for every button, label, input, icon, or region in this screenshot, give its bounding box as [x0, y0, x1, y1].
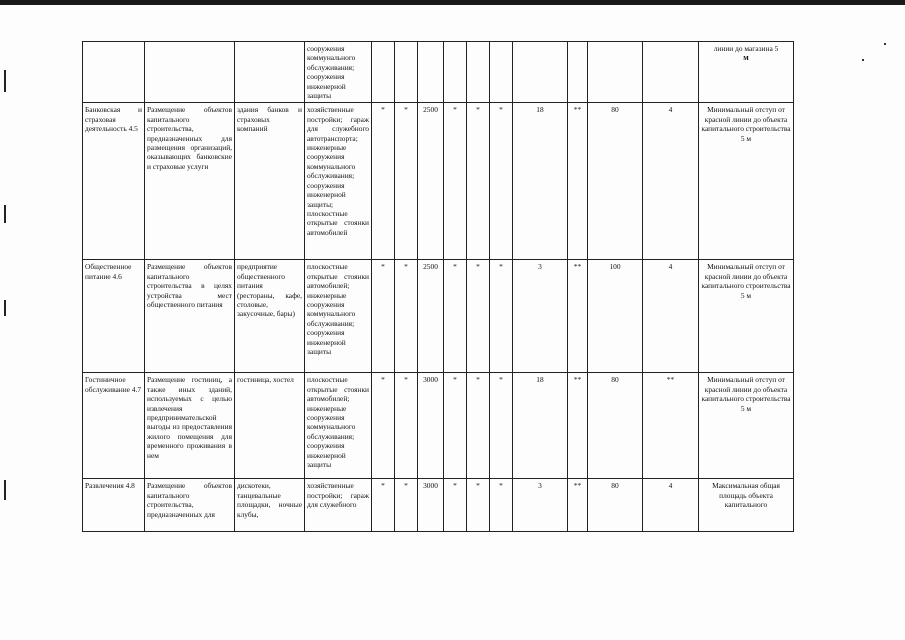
param-cell: *: [372, 373, 395, 479]
table-row: [83, 479, 794, 532]
max-height-cell: [513, 42, 568, 103]
scan-margin-mark: [4, 300, 6, 316]
scan-top-edge: [0, 0, 905, 5]
param-cell: *: [467, 479, 490, 532]
coverage-cell: 80: [588, 373, 643, 479]
param-cell: [467, 42, 490, 103]
object-types-cell: [235, 42, 305, 103]
param-cell: **: [568, 479, 588, 532]
param-cell: *: [490, 373, 513, 479]
param-cell: *: [444, 479, 467, 532]
use-description-cell: Размещение объектов капитального строительства, предназначенных для: [145, 479, 235, 532]
min-area-cell: 3000: [418, 479, 444, 532]
use-type-cell: Развлечения 4.8: [83, 479, 145, 532]
scan-margin-mark: [4, 480, 6, 500]
param-cell: [372, 42, 395, 103]
use-description-cell: [145, 42, 235, 103]
param-cell: *: [372, 260, 395, 373]
scan-margin-mark: [4, 205, 6, 223]
auxiliary-uses-cell: хозяйственные постройки; гараж для служебного автотранспорта; инженерные сооружения коммунального обслуживания; сооружения инженерной защиты; плоскостные открытые стоянки автомобилей: [305, 103, 372, 260]
coverage-cell: 80: [588, 479, 643, 532]
param-cell: *: [467, 103, 490, 260]
floors-cell: 4: [643, 103, 699, 260]
table-row: [83, 42, 794, 103]
param-cell: *: [444, 260, 467, 373]
auxiliary-uses-cell: хозяйственные постройки; гараж для служебного: [305, 479, 372, 532]
use-type-cell: Общественное питание 4.6: [83, 260, 145, 373]
param-cell: *: [490, 479, 513, 532]
use-description-cell: Размещение объектов капитального строительства в целях устройства мест общественного питания: [145, 260, 235, 373]
param-cell: **: [568, 260, 588, 373]
object-types-cell: дискотеки, танцевальные площадки, ночные клубы,: [235, 479, 305, 532]
scan-speck: [862, 59, 864, 61]
scan-speck: [884, 43, 886, 45]
max-height-cell: 3: [513, 479, 568, 532]
param-cell: [444, 42, 467, 103]
param-cell: *: [395, 373, 418, 479]
max-height-cell: 18: [513, 373, 568, 479]
object-types-cell: гостиница, хостел: [235, 373, 305, 479]
scan-margin-mark: [4, 70, 6, 92]
param-cell: *: [444, 103, 467, 260]
min-area-cell: 2500: [418, 260, 444, 373]
table-row: [83, 103, 794, 260]
note-cell: Максимальная общая площадь объекта капитального: [699, 479, 794, 532]
param-cell: *: [490, 103, 513, 260]
param-cell: **: [568, 103, 588, 260]
note-cell: Минимальный отступ от красной линии до объекта капитального строительства 5 м: [699, 103, 794, 260]
note-cell: Минимальный отступ от красной линии до объекта капитального строительства 5 м: [699, 260, 794, 373]
note-text: линии до магазина 5: [713, 44, 779, 53]
note-cell: Минимальный отступ от красной линии до объекта капитального строительства 5 м: [699, 373, 794, 479]
zoning-regulations-table: [82, 41, 794, 532]
param-cell: *: [467, 373, 490, 479]
param-cell: *: [490, 260, 513, 373]
use-type-cell: Гостиничное обслуживание 4.7: [83, 373, 145, 479]
auxiliary-uses-cell: сооружения коммунального обслуживания; сооружения инженерной защиты: [305, 42, 372, 103]
auxiliary-uses-cell: плоскостные открытые стоянки автомобилей; инженерные сооружения коммунального обслуживания; сооружения инженерной защиты: [305, 373, 372, 479]
note-unit: м: [743, 53, 749, 63]
min-area-cell: [418, 42, 444, 103]
max-height-cell: 3: [513, 260, 568, 373]
param-cell: *: [395, 479, 418, 532]
param-cell: **: [568, 373, 588, 479]
param-cell: [490, 42, 513, 103]
floors-cell: [643, 42, 699, 103]
use-type-cell: Банковская и страховая деятельность 4.5: [83, 103, 145, 260]
min-area-cell: 2500: [418, 103, 444, 260]
floors-cell: 4: [643, 479, 699, 532]
coverage-cell: 80: [588, 103, 643, 260]
table-row: [83, 260, 794, 373]
param-cell: *: [395, 103, 418, 260]
param-cell: *: [372, 103, 395, 260]
param-cell: *: [444, 373, 467, 479]
object-types-cell: здания банков и страховых компаний: [235, 103, 305, 260]
floors-cell: 4: [643, 260, 699, 373]
use-description-cell: Размещение объектов капитального строительства, предназначенных для размещения организаций, оказывающих банковские и страховые услуги: [145, 103, 235, 260]
min-area-cell: 3000: [418, 373, 444, 479]
param-cell: *: [395, 260, 418, 373]
auxiliary-uses-cell: плоскостные открытые стоянки автомобилей; инженерные сооружения коммунального обслуживания; сооружения инженерной защиты: [305, 260, 372, 373]
coverage-cell: 100: [588, 260, 643, 373]
param-cell: *: [467, 260, 490, 373]
use-description-cell: Размещение гостиниц, а также иных зданий, используемых с целью извлечения предпринимательской выгоды из предоставления жилого помещения для временного проживания в нем: [145, 373, 235, 479]
table-row: [83, 373, 794, 479]
param-cell: [395, 42, 418, 103]
param-cell: [568, 42, 588, 103]
param-cell: *: [372, 479, 395, 532]
coverage-cell: [588, 42, 643, 103]
floors-cell: **: [643, 373, 699, 479]
note-cell: [699, 42, 794, 103]
object-types-cell: предприятие общественного питания (рестораны, кафе, столовые, закусочные, бары): [235, 260, 305, 373]
use-type-cell: [83, 42, 145, 103]
max-height-cell: 18: [513, 103, 568, 260]
